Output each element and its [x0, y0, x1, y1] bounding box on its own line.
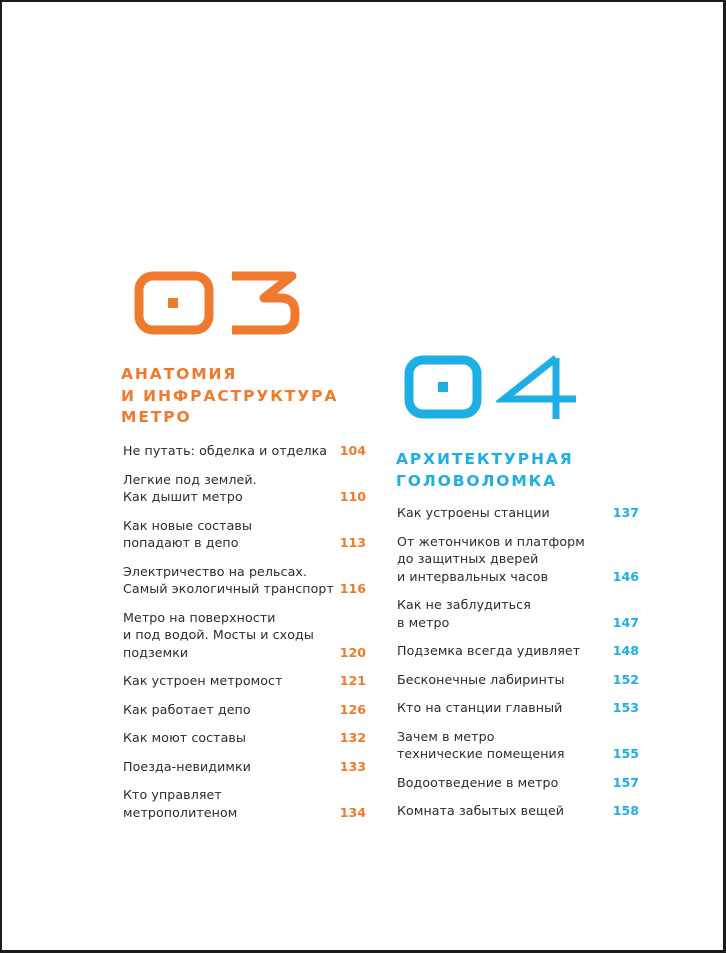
section-title-line: АНАТОМИЯ	[121, 365, 238, 383]
book-page	[2, 2, 723, 950]
toc-entry-title: и интервальных часов	[397, 568, 549, 584]
toc-entry-title: Комната забытых вещей	[397, 803, 565, 818]
toc-entry[interactable]	[123, 517, 366, 552]
toc-entry-title: Самый экологичный транспорт	[123, 581, 334, 596]
toc-page-number: 133	[339, 758, 366, 774]
toc-entry[interactable]	[397, 642, 639, 660]
toc-page-number: 116	[339, 581, 366, 596]
toc-page-number: 157	[612, 774, 639, 790]
toc-entry-title: Зачем в метро	[397, 728, 495, 744]
toc-entry[interactable]	[123, 442, 366, 460]
section-number-04	[404, 355, 578, 421]
toc-entry-title: Как устроен метромост	[123, 673, 283, 688]
toc-page-number: 153	[612, 700, 639, 715]
toc-entry[interactable]	[397, 728, 639, 763]
toc-entry-title: Как новые составы	[123, 517, 252, 533]
toc-page-number: 146	[612, 568, 639, 584]
toc-entry-title: в метро	[397, 614, 450, 630]
toc-entry-title: Не путать: обделка и отделка	[123, 443, 328, 458]
toc-entry-title: Легкие под землей.	[123, 471, 257, 487]
toc-entry-title: Электричество на рельсах.	[123, 563, 308, 579]
toc-entry[interactable]	[397, 504, 639, 522]
toc-entry-title: попадают в депо	[123, 535, 239, 550]
toc-page-number: 137	[612, 505, 639, 520]
section-title-line: АРХИТЕКТУРНАЯ	[396, 450, 574, 468]
toc-entry[interactable]	[123, 786, 366, 821]
toc-list-03	[123, 442, 366, 821]
toc-entry-title: до защитных дверей	[397, 551, 539, 566]
toc-entry-title: метрополитеном	[123, 804, 238, 820]
toc-entry-title: Кто на станции главный	[397, 700, 563, 715]
toc-entry-title: Подземка всегда удивляет	[397, 643, 581, 658]
toc-entry[interactable]	[397, 596, 639, 631]
toc-entry[interactable]	[123, 471, 366, 506]
toc-entry-title: Метро на поверхности	[123, 609, 276, 625]
toc-entry-title: Как моют составы	[123, 730, 246, 745]
toc-page-number: 126	[339, 701, 366, 717]
toc-page-number: 134	[339, 804, 366, 820]
toc-page-number: 147	[612, 614, 639, 630]
toc-entry[interactable]	[123, 758, 366, 776]
toc-entry-title: Бесконечные лабиринты	[397, 671, 565, 687]
toc-entry-title: Как не заблудиться	[397, 597, 531, 612]
toc-page-number: 132	[339, 730, 366, 745]
toc-entry-title: Как работает депо	[123, 701, 251, 717]
toc-entry[interactable]	[123, 672, 366, 690]
toc-page-number: 113	[339, 535, 366, 550]
toc-page-number: 155	[612, 746, 639, 761]
toc-entry[interactable]	[123, 729, 366, 747]
toc-entry-title: От жетончиков и платформ	[397, 533, 585, 549]
digit-four-glyph	[496, 355, 578, 421]
section-title-line: И ИНФРАСТРУКТУРА	[121, 386, 339, 405]
toc-page-number: 104	[339, 443, 366, 458]
toc-entry[interactable]	[123, 563, 366, 598]
toc-entry[interactable]	[397, 671, 639, 689]
toc-entry-title: и под водой. Мосты и сходы	[123, 627, 314, 642]
toc-page-number: 121	[339, 673, 366, 688]
toc-entry-title: Как устроены станции	[397, 505, 550, 520]
toc-entry-title: Водоотведение в метро	[397, 774, 559, 790]
section-title-line: МЕТРО	[121, 408, 192, 426]
toc-entry[interactable]	[123, 701, 366, 719]
toc-entry-title: технические помещения	[397, 746, 565, 761]
toc-page-number: 152	[612, 671, 639, 687]
toc-entry[interactable]	[397, 774, 639, 792]
section-title-03	[121, 364, 338, 429]
toc-entry-title: Как дышит метро	[123, 489, 243, 504]
toc-page-number: 120	[339, 644, 366, 660]
section-title-line: ГОЛОВОЛОМКА	[396, 471, 558, 490]
digit-three-glyph	[228, 271, 300, 335]
toc-list-04	[397, 504, 639, 820]
digit-zero-glyph	[134, 271, 214, 335]
toc-page-number: 158	[612, 803, 639, 818]
toc-entry-title: Поезда-невидимки	[123, 758, 251, 774]
section-title-04	[396, 449, 574, 492]
section-number-03	[134, 271, 300, 335]
toc-entry-title: Кто управляет	[123, 787, 222, 802]
toc-page-number: 148	[612, 643, 639, 658]
toc-entry[interactable]	[397, 802, 639, 820]
digit-zero-glyph	[404, 355, 482, 421]
toc-page-number: 110	[339, 489, 366, 504]
toc-entry[interactable]	[123, 609, 366, 662]
toc-entry[interactable]	[397, 533, 639, 586]
toc-entry-title: подземки	[123, 644, 189, 660]
toc-entry[interactable]	[397, 699, 639, 717]
